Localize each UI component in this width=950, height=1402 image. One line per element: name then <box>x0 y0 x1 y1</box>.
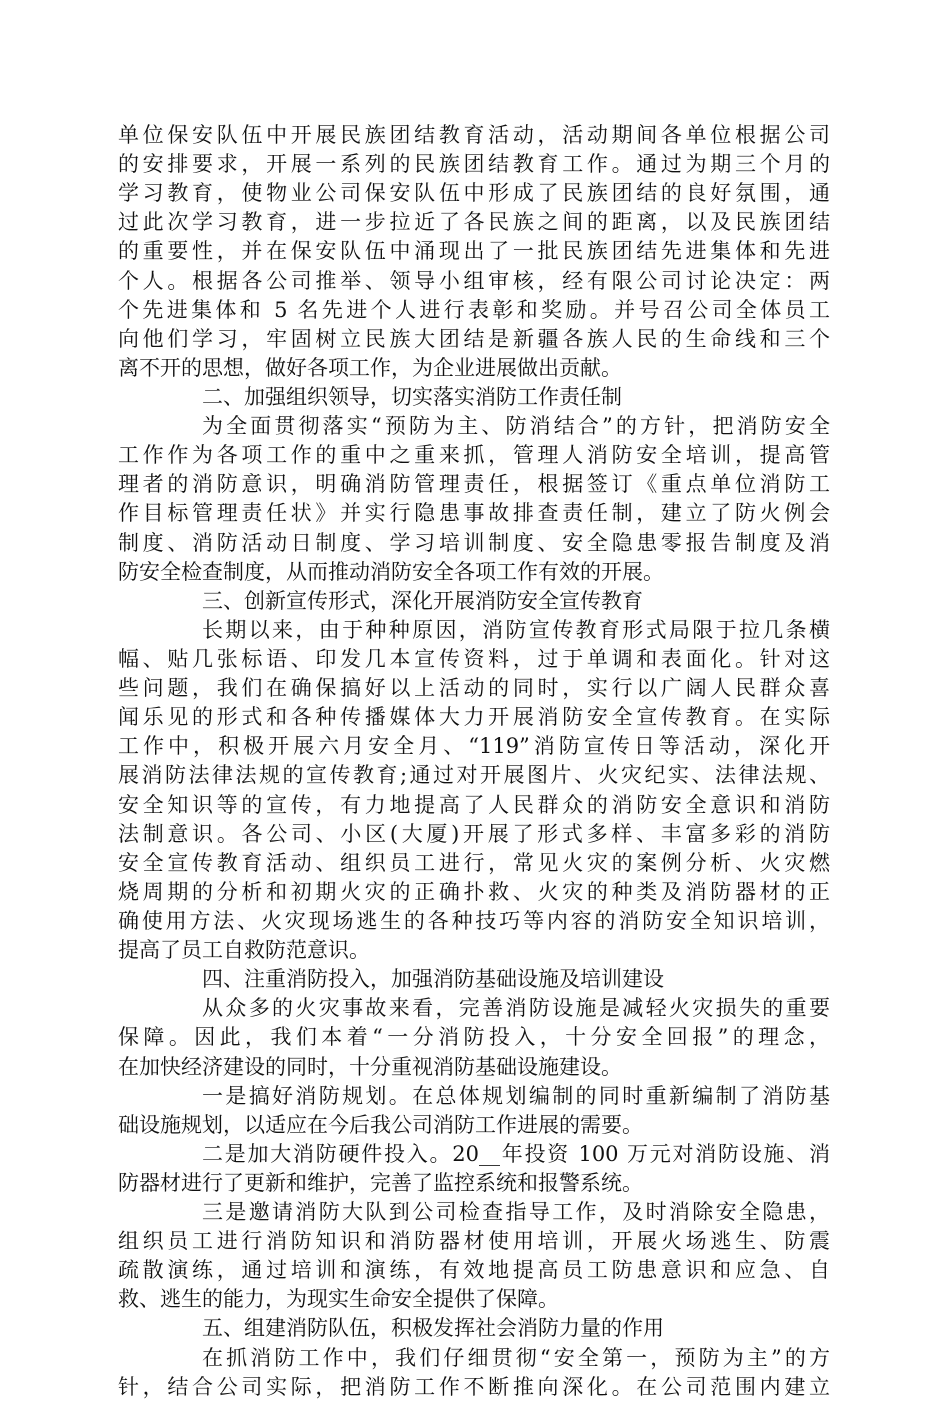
text-line: 三、创新宣传形式，深化开展消防安全宣传教育 <box>202 588 643 613</box>
text-line: 理者的消防意识，明确消防管理责任，根据签订《重点单位消防工 <box>118 472 830 497</box>
text-line: 在抓消防工作中，我们仔细贯彻“安全第一，预防为主”的方 <box>202 1345 830 1370</box>
text-line: 为全面贯彻落实“预防为主、防消结合”的方针，把消防安全 <box>202 414 830 439</box>
text-line: 向他们学习，牢固树立民族大团结是新疆各族人民的生命线和三个 <box>118 326 830 351</box>
text-line: 针，结合公司实际，把消防工作不断推向深化。在公司范围内建立 <box>118 1374 830 1399</box>
text-line: 组织员工进行消防知识和消防器材使用培训，开展火场逃生、防震 <box>118 1229 830 1254</box>
text-line: 闻乐见的形式和各种传播媒体大力开展消防安全宣传教育。在实际 <box>118 705 830 730</box>
text-line: 础设施规划，以适应在今后我公司消防工作进展的需要。 <box>118 1112 643 1137</box>
text-line: 二是加大消防硬件投入。20__年投资 100 万元对消防设施、消 <box>202 1141 830 1166</box>
text-line: 防安全检查制度，从而推动消防安全各项工作有效的开展。 <box>118 559 664 584</box>
text-line: 一是搞好消防规划。在总体规划编制的同时重新编制了消防基 <box>202 1083 830 1108</box>
text-line: 个人。根据各公司推举、领导小组审核，经有限公司讨论决定：两 <box>118 268 830 293</box>
text-line: 三是邀请消防大队到公司检查指导工作，及时消除安全隐患， <box>202 1200 830 1225</box>
text-line: 疏散演练，通过培训和演练，有效地提高员工防患意识和应急、自 <box>118 1258 830 1283</box>
text-line: 个先进集体和 5 名先进个人进行表彰和奖励。并号召公司全体员工 <box>118 297 830 322</box>
text-line: 幅、贴几张标语、印发几本宣传资料，过于单调和表面化。针对这 <box>118 646 830 671</box>
document-body <box>118 121 830 1402</box>
text-line: 防器材进行了更新和维护，完善了监控系统和报警系统。 <box>118 1170 643 1195</box>
text-line: 二、加强组织领导，切实落实消防工作责任制 <box>202 384 622 409</box>
text-line: 安全宣传教育活动、组织员工进行，常见火灾的案例分析、火灾燃 <box>118 850 830 875</box>
text-line: 从众多的火灾事故来看，完善消防设施是减轻火灾损失的重要 <box>202 996 830 1021</box>
text-line: 安全知识等的宣传，有力地提高了人民群众的消防安全意识和消防 <box>118 792 830 817</box>
text-line: 的安排要求，开展一系列的民族团结教育工作。通过为期三个月的 <box>118 152 830 177</box>
text-line: 法制意识。各公司、小区(大厦)开展了形式多样、丰富多彩的消防 <box>118 821 830 846</box>
text-line: 离不开的思想，做好各项工作，为企业进展做出贡献。 <box>118 355 622 380</box>
text-line: 些问题，我们在确保搞好以上活动的同时，实行以广阔人民群众喜 <box>118 676 830 701</box>
text-line: 确使用方法、火灾现场逃生的各种技巧等内容的消防安全知识培训， <box>118 908 830 933</box>
text-line: 过此次学习教育，进一步拉近了各民族之间的距离，以及民族团结 <box>118 210 830 235</box>
text-line: 提高了员工自救防范意识。 <box>118 938 370 963</box>
text-line: 学习教育，使物业公司保安队伍中形成了民族团结的良好氛围，通 <box>118 181 830 206</box>
text-line: 工作作为各项工作的重中之重来抓，管理人消防安全培训，提高管 <box>118 443 830 468</box>
text-line: 五、组建消防队伍，积极发挥社会消防力量的作用 <box>202 1316 664 1341</box>
text-line: 工作中，积极开展六月安全月、“119”消防宣传日等活动，深化开 <box>118 734 830 759</box>
text-line: 烧周期的分析和初期火灾的正确扑救、火灾的种类及消防器材的正 <box>118 879 830 904</box>
text-line: 展消防法律法规的宣传教育;通过对开展图片、火灾纪实、法律法规、 <box>118 763 830 788</box>
text-line: 的重要性，并在保安队伍中涌现出了一批民族团结先进集体和先进 <box>118 239 830 264</box>
text-line: 单位保安队伍中开展民族团结教育活动，活动期间各单位根据公司 <box>118 123 830 147</box>
text-line: 制度、消防活动日制度、学习培训制度、安全隐患零报告制度及消 <box>118 530 830 555</box>
text-line: 在加快经济建设的同时，十分重视消防基础设施建设。 <box>118 1054 622 1079</box>
text-line: 作目标管理责任状》并实行隐患事故排查责任制，建立了防火例会 <box>118 501 830 526</box>
text-line: 长期以来，由于种种原因，消防宣传教育形式局限于拉几条横 <box>202 617 830 642</box>
text-line: 四、注重消防投入，加强消防基础设施及培训建设 <box>202 967 664 992</box>
text-line: 救、逃生的能力，为现实生命安全提供了保障。 <box>118 1287 559 1312</box>
text-line: 保障。因此，我们本着“一分消防投入，十分安全回报”的理念， <box>118 1025 830 1050</box>
